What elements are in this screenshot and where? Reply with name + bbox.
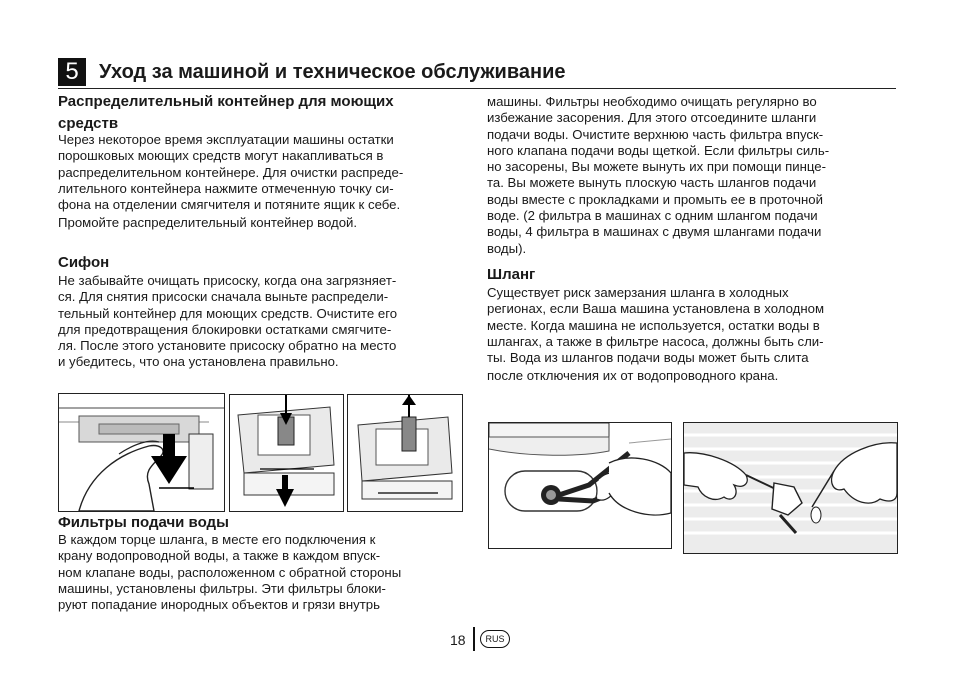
- filter-pliers-illustration: [489, 423, 671, 548]
- section-heading-dispenser: Распределительный контейнер для моющих средств: [58, 93, 394, 132]
- section-heading-siphon: Сифон: [58, 254, 110, 271]
- section-heading-hose: Шланг: [487, 266, 536, 283]
- dispenser-text: Через некоторое время эксплуатации машины остатки порошковых моющих средств могут накапливаться в распределительном контейнере. Для очистки распреде- лительного контейнера нажмите отмеченную точку си- фона на отделении смягчителя и потяните ящик к себе. Промойте распределительный контейнер водой.: [58, 132, 404, 231]
- chapter-title: Уход за машиной и техническое обслуживание: [99, 61, 566, 83]
- header-rule: [58, 88, 896, 89]
- page-number: 18: [450, 632, 466, 648]
- section-heading-filters: Фильтры подачи воды: [58, 514, 229, 531]
- figure-siphon-remove: [347, 394, 463, 512]
- filter-tweezers-illustration: [684, 423, 897, 553]
- page-number-divider: [473, 627, 475, 651]
- figure-drawer-pull: [58, 393, 225, 512]
- figure-filter-tweezers: [683, 422, 898, 554]
- chapter-number-box: 5: [58, 58, 86, 86]
- filters-text: В каждом торце шланга, в месте его подключения к крану водопроводной воды, а также в каждом впуск- ном клапане воды, расположенном с обратной стороны машины, установлены фильтры. Эти фильтры блоки- руют попадание инородных объектов и грязи внутрь: [58, 532, 402, 613]
- language-badge: RUS: [480, 630, 510, 648]
- filters-text-continued: машины. Фильтры необходимо очищать регулярно во избежание засорения. Для этого отсоедините шланги подачи воды. Очистите верхнюю часть фильтра впуск- ного клапана подачи воды щеткой. Если фильтры силь- но засорены, Вы можете вынуть их при помощи пинце- та. Вы можете вынуть плоскую часть шлангов подачи воды вместе с прокладками и промыть ее в проточной воде. (2 фильтра в машинах с одним шлангом подачи воды, 4 фильтра в машинах с двумя шлангами подачи воды).: [487, 94, 830, 256]
- hose-text: Существует риск замерзания шланга в холодных регионах, если Ваша машина установлена в холодном месте. Когда машина не используется, остатки воды в шлангах, а также в фильтре насоса, должны быть сли- ты. Вода из шлангов подачи воды может быть слита после отключения их от водопроводного крана.: [487, 285, 825, 384]
- siphon-press-illustration: [230, 395, 343, 511]
- siphon-text: Не забывайте очищать присоску, когда она загрязняет- ся. Для снятия присоски сначала выньте распредели- тельный контейнер для моющих средств. Очистите его для предотвращения блокировки остатками смягчите- ля. После этого установите присоску обратно на место и убедитесь, что она установлена правильно.: [58, 273, 398, 370]
- siphon-remove-illustration: [348, 395, 462, 511]
- figure-filter-pliers: [488, 422, 672, 549]
- figure-siphon-press: [229, 394, 344, 512]
- drawer-pull-illustration: [59, 394, 224, 511]
